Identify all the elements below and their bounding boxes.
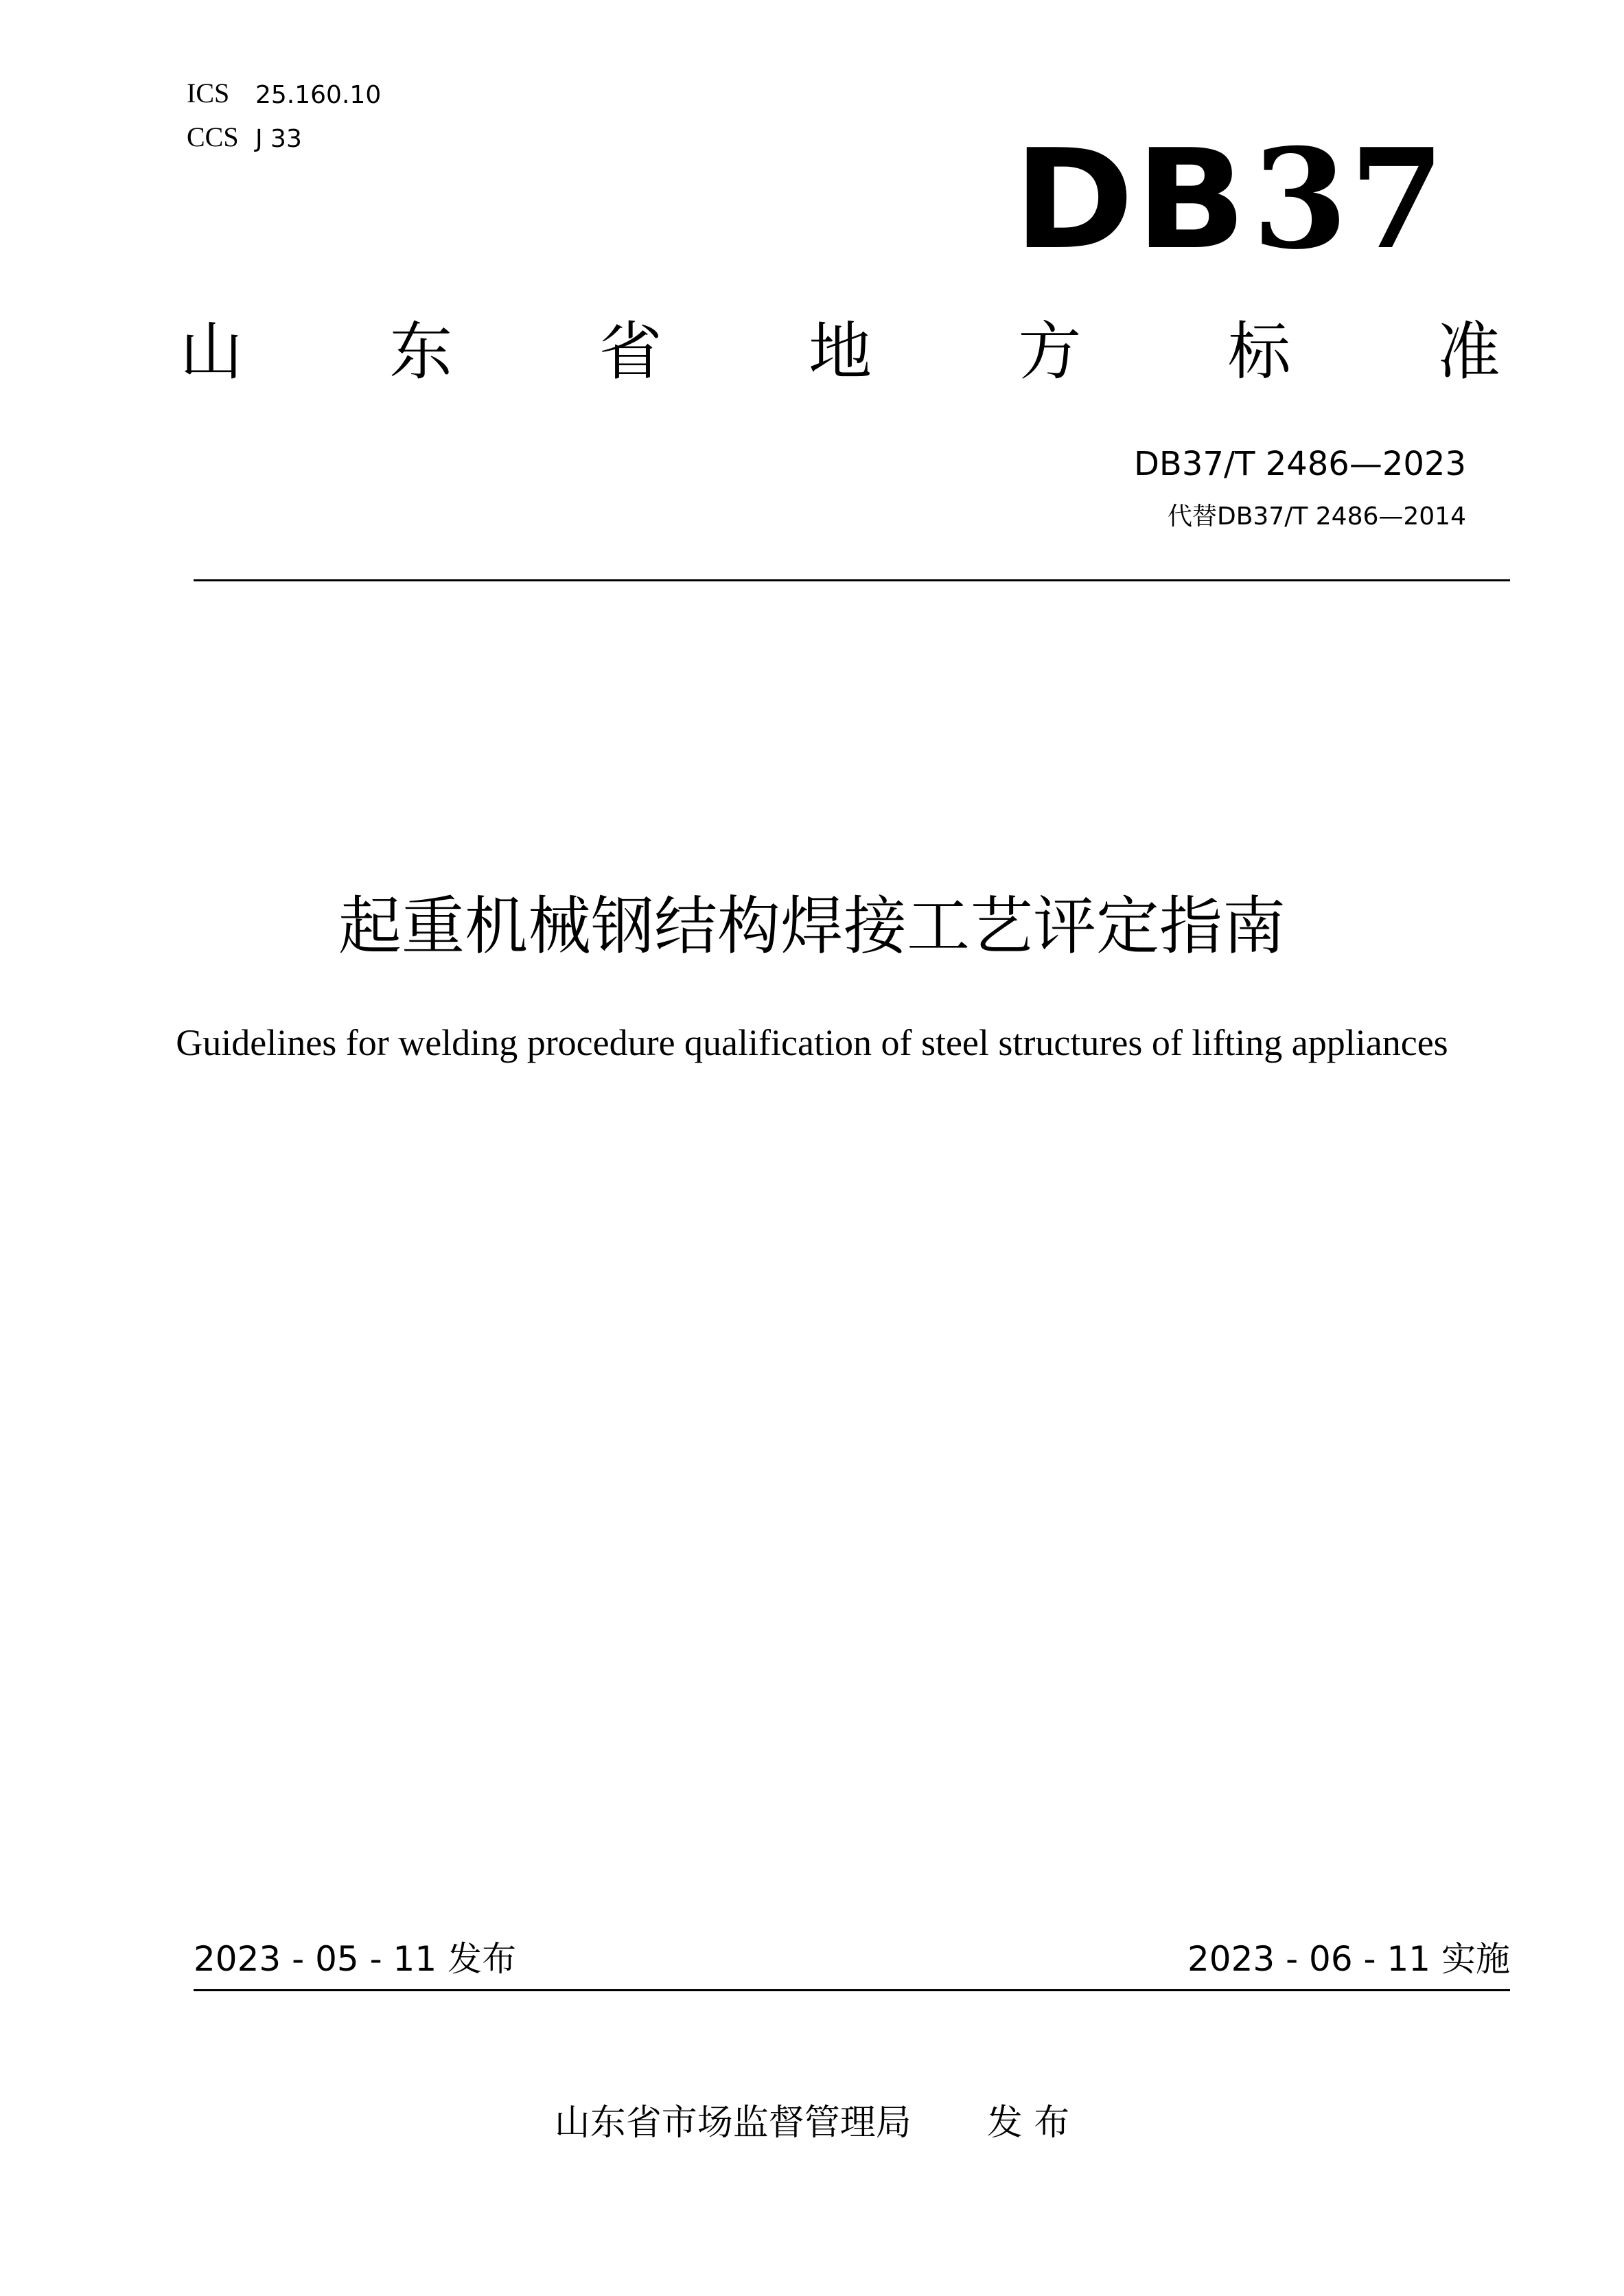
document-title-chinese: 起重机械钢结构焊接工艺评定指南	[338, 890, 1286, 963]
heading-char: 地	[808, 315, 872, 389]
heading-char: 准	[1437, 315, 1500, 389]
logo-prefix: DB	[1013, 120, 1249, 280]
issuer-action: 发 布	[986, 2102, 1070, 2144]
province-standard-heading	[180, 314, 1500, 390]
publish-date: 2023 - 05 - 11 发布	[194, 1939, 517, 1979]
standard-number: DB37/T 2486—2023	[1133, 445, 1466, 483]
replaces-standard: 代替DB37/T 2486—2014	[1167, 502, 1466, 531]
heading-char: 山	[180, 315, 244, 389]
header-divider	[194, 579, 1510, 581]
ccs-code: J 33	[255, 125, 302, 153]
heading-char: 方	[1018, 315, 1082, 389]
footer-divider	[194, 1989, 1510, 1991]
issuer-line	[0, 2099, 1624, 2147]
heading-char: 东	[389, 315, 453, 389]
heading-char: 标	[1227, 315, 1291, 389]
implementation-date: 2023 - 06 - 11 实施	[1187, 1939, 1510, 1979]
issuer-name: 山东省市场监督管理局	[554, 2102, 912, 2144]
ics-label: ICS	[187, 78, 230, 108]
document-title-english: Guidelines for welding procedure qualification of steel structures of lifting appliances	[176, 1022, 1448, 1063]
logo-number: 37	[1252, 119, 1446, 280]
ics-code: 25.160.10	[255, 81, 382, 109]
ccs-label: CCS	[187, 121, 239, 152]
db37-logo	[1013, 119, 1446, 280]
heading-char: 省	[599, 315, 662, 389]
